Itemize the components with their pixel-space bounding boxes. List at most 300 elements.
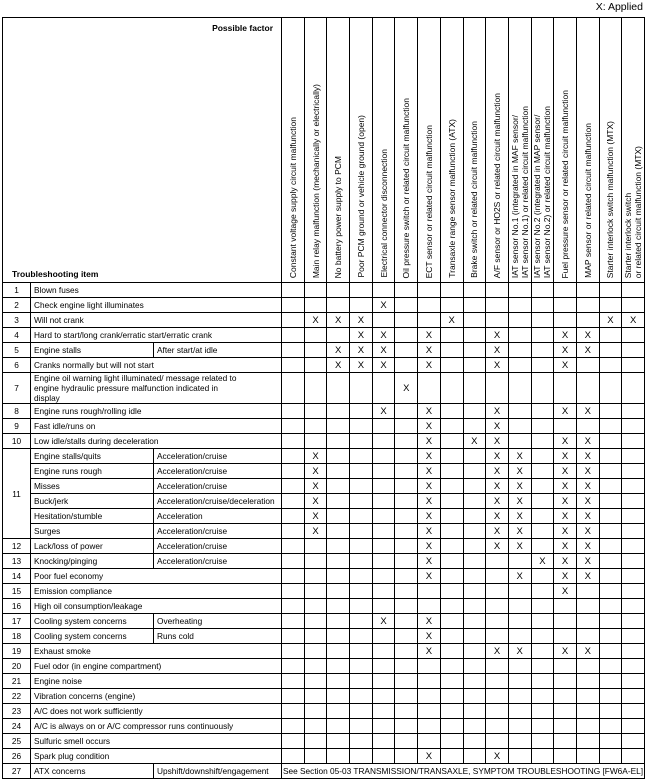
applied-mark: X [372,614,395,629]
symptom-label: A/C does not work sufficiently [31,704,282,719]
factor-cell [327,584,350,599]
factor-cell [304,373,327,404]
symptom-label: Engine stalls/quits [31,449,154,464]
factor-cell [440,719,463,734]
factor-cell [508,358,531,373]
factor-cell [508,704,531,719]
applied-mark: X [576,328,599,343]
factor-cell [395,404,418,419]
applied-mark: X [508,464,531,479]
applied-mark: X [486,328,509,343]
applied-mark: X [576,644,599,659]
applied-mark: X [304,509,327,524]
applied-mark: X [554,539,577,554]
factor-header [282,18,305,283]
table-row [3,749,645,764]
factor-cell [395,449,418,464]
factor-cell [463,509,486,524]
factor-cell [576,704,599,719]
applied-mark: X [418,434,441,449]
applied-mark: X [327,313,350,328]
factor-cell [440,298,463,313]
factor-cell [282,298,305,313]
factor-cell [395,358,418,373]
factor-cell [327,479,350,494]
symptom-label: A/C is always on or A/C compressor runs continuously [31,719,282,734]
row-number: 4 [3,328,31,343]
factor-cell [599,404,622,419]
table-row [3,373,645,404]
factor-cell [304,358,327,373]
factor-cell [304,749,327,764]
applied-mark: X [486,358,509,373]
factor-cell [599,644,622,659]
factor-cell [622,554,645,569]
factor-cell [282,343,305,358]
factor-cell [395,298,418,313]
factor-cell [622,358,645,373]
symptom-label: Spark plug condition [31,749,282,764]
factor-cell [599,434,622,449]
factor-cell [531,719,554,734]
factor-cell [372,313,395,328]
table-row [3,734,645,749]
factor-cell [327,419,350,434]
factor-header [440,18,463,283]
factor-label: Poor PCM ground or vehicle ground (open) [355,115,366,278]
factor-cell [304,434,327,449]
factor-cell [599,674,622,689]
factor-cell [531,479,554,494]
factor-cell [531,659,554,674]
factor-cell [440,674,463,689]
symptom-label: Fuel odor (in engine compartment) [31,659,282,674]
factor-cell [327,569,350,584]
factor-cell [327,524,350,539]
factor-cell [508,404,531,419]
applied-mark: X [418,554,441,569]
factor-cell [599,464,622,479]
row-number: 26 [3,749,31,764]
factor-cell [282,464,305,479]
table-row [3,298,645,313]
factor-cell [327,509,350,524]
applied-mark: X [440,313,463,328]
applied-mark: X [418,449,441,464]
factor-cell [372,644,395,659]
factor-label: Starter interlock switch or related circuit malfunction (MTX) [623,145,644,278]
factor-cell [440,644,463,659]
factor-cell [463,674,486,689]
factor-cell [554,313,577,328]
legend-note: X: Applied [595,1,643,13]
factor-cell [440,479,463,494]
factor-cell [599,328,622,343]
factor-cell [531,464,554,479]
factor-cell [622,674,645,689]
applied-mark: X [554,328,577,343]
factor-cell [418,313,441,328]
factor-cell [327,328,350,343]
applied-mark: X [418,629,441,644]
table-row [3,404,645,419]
factor-cell [372,509,395,524]
factor-cell [622,614,645,629]
applied-mark: X [554,358,577,373]
factor-cell [554,749,577,764]
factor-cell [576,599,599,614]
factor-cell [282,569,305,584]
factor-label: Electrical connector disconnection [378,149,389,278]
factor-cell [554,704,577,719]
table-row [3,283,645,298]
row-number: 17 [3,614,31,629]
factor-cell [486,659,509,674]
applied-mark: X [599,313,622,328]
factor-cell [327,373,350,404]
applied-mark: X [554,404,577,419]
factor-cell [554,719,577,734]
factor-cell [350,719,373,734]
factor-cell [463,494,486,509]
factor-cell [350,659,373,674]
factor-cell [372,539,395,554]
factor-cell [531,419,554,434]
applied-mark: X [576,434,599,449]
factor-label: Oil pressure switch or related circuit malfunction [401,97,412,278]
row-number: 25 [3,734,31,749]
factor-cell [327,434,350,449]
factor-cell [463,464,486,479]
factor-cell [350,524,373,539]
factor-cell [372,419,395,434]
applied-mark: X [576,509,599,524]
factor-cell [599,539,622,554]
symptom-label: Engine oil warning light illuminated/ message related to engine hydraulic pressure malfunction indicated in display [31,373,282,404]
factor-cell [576,614,599,629]
applied-mark: X [350,328,373,343]
factor-cell [395,749,418,764]
factor-cell [622,373,645,404]
applied-mark: X [418,404,441,419]
factor-cell [418,584,441,599]
condition-label: Acceleration/cruise [154,479,282,494]
factor-cell [531,689,554,704]
factor-cell [395,584,418,599]
applied-mark: X [554,524,577,539]
factor-cell [440,629,463,644]
factor-cell [282,328,305,343]
factor-cell [554,689,577,704]
symptom-label: Cooling system concerns [31,614,154,629]
row-number: 1 [3,283,31,298]
table-row [3,674,645,689]
factor-cell [463,449,486,464]
table-row [3,554,645,569]
applied-mark: X [554,554,577,569]
factor-cell [350,614,373,629]
factor-cell [304,554,327,569]
factor-cell [440,449,463,464]
factor-label: Main relay malfunction (mechanically or electrically) [310,83,321,278]
factor-cell [622,283,645,298]
factor-cell [486,719,509,734]
factor-cell [327,644,350,659]
applied-mark: X [508,524,531,539]
factor-cell [395,614,418,629]
header-corner [3,18,282,283]
factor-cell [599,358,622,373]
factor-cell [282,479,305,494]
factor-label: Constant voltage supply circuit malfunction [287,116,298,278]
factor-cell [304,659,327,674]
factor-cell [327,659,350,674]
factor-cell [282,434,305,449]
factor-cell [282,689,305,704]
factor-cell [599,554,622,569]
factor-cell [463,569,486,584]
factor-cell [508,313,531,328]
factor-cell [418,689,441,704]
condition-label: Runs cold [154,629,282,644]
factor-cell [508,614,531,629]
factor-cell [372,674,395,689]
applied-mark: X [486,494,509,509]
factor-cell [327,404,350,419]
factor-cell [463,704,486,719]
factor-cell [531,449,554,464]
row-number: 10 [3,434,31,449]
factor-cell [508,343,531,358]
applied-mark: X [395,373,418,404]
factor-cell [599,704,622,719]
row-number: 19 [3,644,31,659]
row-number: 6 [3,358,31,373]
factor-cell [304,644,327,659]
factor-cell [622,734,645,749]
factor-cell [463,734,486,749]
factor-cell [395,524,418,539]
row-number: 7 [3,373,31,404]
factor-cell [282,629,305,644]
factor-cell [508,599,531,614]
factor-cell [304,584,327,599]
factor-cell [440,509,463,524]
factor-cell [440,659,463,674]
factor-cell [282,599,305,614]
factor-cell [554,283,577,298]
factor-cell [599,509,622,524]
table-row [3,614,645,629]
factor-cell [486,373,509,404]
factor-cell [304,614,327,629]
factor-cell [418,283,441,298]
factor-cell [463,539,486,554]
row-number: 18 [3,629,31,644]
factor-cell [599,494,622,509]
factor-cell [395,343,418,358]
applied-mark: X [418,419,441,434]
factor-cell [304,569,327,584]
factor-cell [486,734,509,749]
factor-cell [440,569,463,584]
factor-cell [622,719,645,734]
applied-mark: X [418,509,441,524]
applied-mark: X [418,524,441,539]
factor-cell [622,644,645,659]
factor-cell [372,629,395,644]
factor-cell [508,674,531,689]
symptom-label: Check engine light illuminates [31,298,282,313]
factor-cell [599,599,622,614]
factor-cell [372,569,395,584]
factor-cell [576,419,599,434]
applied-mark: X [576,479,599,494]
factor-cell [622,449,645,464]
table-row [3,434,645,449]
factor-cell [576,674,599,689]
factor-cell [599,298,622,313]
factor-cell [350,419,373,434]
factor-cell [304,704,327,719]
applied-mark: X [576,539,599,554]
factor-header [350,18,373,283]
applied-mark: X [622,313,645,328]
troubleshooting-table [2,17,645,779]
symptom-label: High oil consumption/leakage [31,599,282,614]
applied-mark: X [576,494,599,509]
factor-cell [350,599,373,614]
factor-cell [508,659,531,674]
factor-label: Brake switch or related circuit malfunction [469,121,480,278]
factor-cell [395,539,418,554]
factor-cell [576,734,599,749]
factor-header [576,18,599,283]
symptom-label: Fast idle/runs on [31,419,282,434]
factor-cell [440,584,463,599]
applied-mark: X [531,554,554,569]
row-number: 14 [3,569,31,584]
factor-cell [599,629,622,644]
factor-cell [622,419,645,434]
factor-cell [508,584,531,599]
factor-cell [395,479,418,494]
applied-mark: X [554,644,577,659]
factor-cell [508,689,531,704]
factor-cell [440,734,463,749]
factor-cell [531,494,554,509]
factor-cell [327,614,350,629]
factor-cell [531,404,554,419]
factor-cell [395,554,418,569]
factor-cell [463,689,486,704]
factor-cell [418,734,441,749]
factor-cell [304,343,327,358]
factor-cell [599,689,622,704]
row-number: 12 [3,539,31,554]
factor-cell [418,373,441,404]
factor-cell [372,554,395,569]
table-row [3,689,645,704]
table-row [3,358,645,373]
factor-cell [531,674,554,689]
factor-cell [599,283,622,298]
factor-label: No battery power supply to PCM [333,155,344,278]
factor-cell [350,464,373,479]
factor-cell [531,434,554,449]
reference-note: See Section 05-03 TRANSMISSION/TRANSAXLE, SYMPTOM TROUBLESHOOTING [FW6A-EL] [282,764,645,779]
applied-mark: X [486,434,509,449]
factor-cell [350,689,373,704]
applied-mark: X [576,524,599,539]
factor-header [486,18,509,283]
factor-cell [622,584,645,599]
factor-cell [508,419,531,434]
factor-cell [531,509,554,524]
factor-cell [440,434,463,449]
factor-cell [395,283,418,298]
factor-cell [463,373,486,404]
applied-mark: X [418,328,441,343]
factor-cell [463,614,486,629]
factor-cell [372,464,395,479]
factor-cell [282,554,305,569]
symptom-label: Vibration concerns (engine) [31,689,282,704]
factor-header [599,18,622,283]
factor-header [622,18,645,283]
factor-cell [463,479,486,494]
condition-label: Acceleration/cruise [154,539,282,554]
factor-cell [599,749,622,764]
table-row [3,539,645,554]
factor-cell [463,283,486,298]
applied-mark: X [486,539,509,554]
factor-cell [531,734,554,749]
factor-header [531,18,554,283]
applied-mark: X [304,494,327,509]
symptom-label: Blown fuses [31,283,282,298]
row-number: 5 [3,343,31,358]
factor-cell [350,629,373,644]
factor-cell [372,704,395,719]
symptom-label: Low idle/stalls during deceleration [31,434,282,449]
factor-cell [395,313,418,328]
factor-cell [304,689,327,704]
factor-cell [395,434,418,449]
applied-mark: X [350,313,373,328]
table-row [3,494,645,509]
applied-mark: X [372,328,395,343]
factor-cell [350,509,373,524]
applied-mark: X [372,343,395,358]
factor-cell [576,373,599,404]
factor-cell [554,659,577,674]
applied-mark: X [508,644,531,659]
applied-mark: X [418,464,441,479]
factor-cell [418,719,441,734]
table-row [3,479,645,494]
symptom-label: Engine runs rough/rolling idle [31,404,282,419]
factor-cell [531,313,554,328]
applied-mark: X [327,343,350,358]
applied-mark: X [486,419,509,434]
factor-cell [486,584,509,599]
applied-mark: X [304,524,327,539]
condition-label: Acceleration [154,509,282,524]
factor-cell [440,343,463,358]
factor-cell [576,689,599,704]
applied-mark: X [486,524,509,539]
